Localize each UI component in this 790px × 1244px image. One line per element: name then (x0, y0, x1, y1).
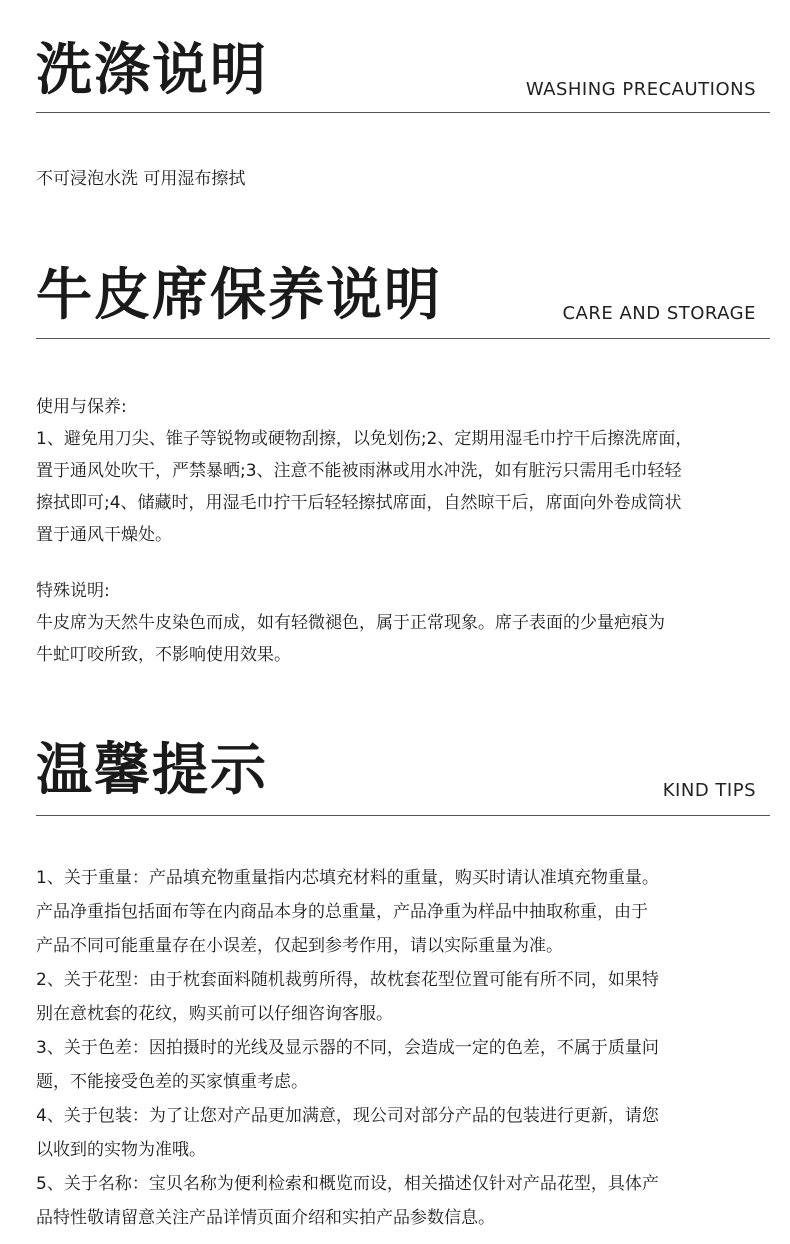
washing-title: 洗涤说明 (36, 38, 268, 103)
care-title: 牛皮席保养说明 (36, 263, 442, 328)
care-special-line: 牛皮席为天然牛皮染色而成，如有轻微褪色，属于正常现象。席子表面的少量疤痕为 (36, 613, 665, 633)
care-special-line: 牛虻叮咬所致，不影响使用效果。 (36, 645, 291, 665)
tips-subtitle: KIND TIPS (662, 780, 756, 801)
care-special-text (36, 575, 766, 671)
care-usage-text (36, 391, 766, 551)
tips-line: 3、关于色差：因拍摄时的光线及显示器的不同，会造成一定的色差，不属于质量问 (36, 1038, 659, 1058)
tips-line: 题，不能接受色差的买家慎重考虑。 (36, 1072, 308, 1092)
care-special-label: 特殊说明: (36, 581, 110, 601)
care-divider (36, 338, 770, 339)
care-usage-line: 擦拭即可;4、储藏时，用湿毛巾拧干后轻轻擦拭席面，自然晾干后，席面向外卷成筒状 (36, 493, 682, 513)
care-usage-line: 1、避免用刀尖、锥子等锐物或硬物刮擦，以免划伤;2、定期用湿毛巾拧干后擦洗席面， (36, 429, 693, 449)
tips-divider (36, 815, 770, 816)
tips-line: 4、关于包装：为了让您对产品更加满意，现公司对部分产品的包装进行更新，请您 (36, 1106, 659, 1126)
washing-text-line: 不可浸泡水洗 可用湿布擦拭 (36, 169, 246, 189)
tips-line: 以收到的实物为准哦。 (36, 1140, 206, 1160)
tips-line: 品特性敬请留意关注产品详情页面介绍和实拍产品参数信息。 (36, 1208, 495, 1228)
washing-subtitle: WASHING PRECAUTIONS (525, 79, 756, 100)
washing-divider (36, 112, 770, 113)
tips-line: 别在意枕套的花纹，购买前可以仔细咨询客服。 (36, 1004, 393, 1024)
tips-line: 5、关于名称：宝贝名称为便利检索和概览而设，相关描述仅针对产品花型，具体产 (36, 1174, 659, 1194)
care-usage-line: 置于通风干燥处。 (36, 525, 172, 545)
care-usage-line: 置于通风处吹干，严禁暴晒;3、注意不能被雨淋或用水冲洗，如有脏污只需用毛巾轻轻 (36, 461, 682, 481)
tips-line: 2、关于花型：由于枕套面料随机裁剪所得，故枕套花型位置可能有所不同，如果特 (36, 970, 659, 990)
washing-text (36, 167, 766, 191)
tips-title: 温馨提示 (36, 738, 268, 803)
tips-line: 产品不同可能重量存在小误差，仅起到参考作用，请以实际重量为准。 (36, 936, 563, 956)
care-subtitle: CARE AND STORAGE (562, 303, 756, 324)
care-usage-label: 使用与保养: (36, 397, 127, 417)
tips-line: 产品净重指包括面布等在内商品本身的总重量，产品净重为样品中抽取称重，由于 (36, 902, 648, 922)
tips-text (36, 861, 766, 1235)
tips-line: 1、关于重量：产品填充物重量指内芯填充材料的重量，购买时请认准填充物重量。 (36, 868, 659, 888)
